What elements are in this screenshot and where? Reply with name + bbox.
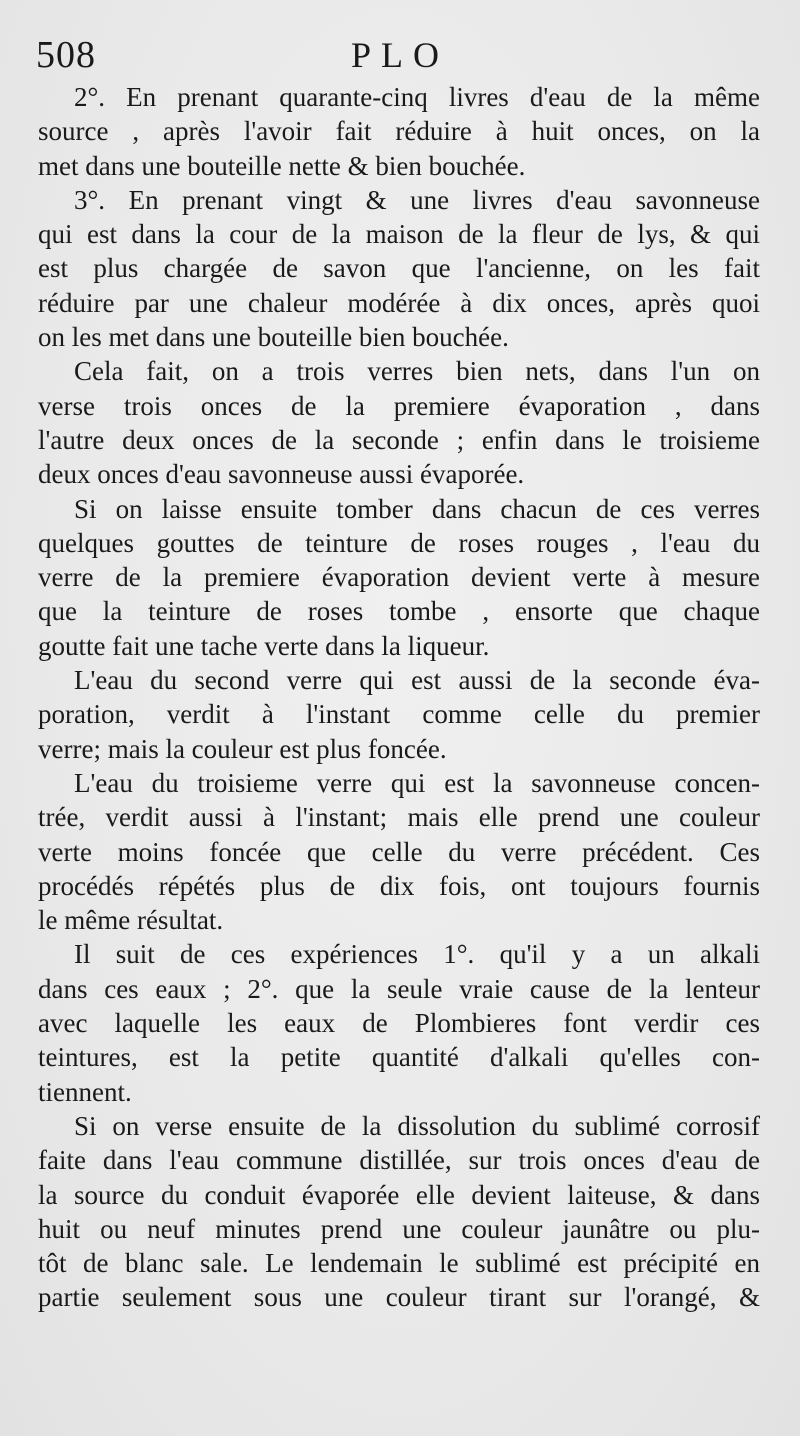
text-line: goutte fait une tache verte dans la liqueur. (38, 630, 490, 661)
text-line: deux onces d'eau savonneuse aussi évaporée. (38, 459, 525, 490)
text-line: verre; mais la couleur est plus foncée. (38, 733, 447, 764)
page-header (36, 30, 764, 80)
text-line: l'autre deux onces de la seconde ; enfin dans le troisieme (38, 424, 760, 455)
text-line: la source du conduit évaporée elle devient laiteuse, & dans (38, 1179, 760, 1210)
text-line: verre de la premiere évaporation devient verte à mesure (38, 562, 760, 593)
text-line: Si on verse ensuite de la dissolution du sublimé corrosif (74, 1110, 760, 1141)
text-line: dans ces eaux ; 2°. que la seule vraie cause de la lenteur (38, 973, 760, 1004)
text-line: procédés répétés plus de dix fois, ont toujours fournis (38, 870, 760, 901)
text-line: on les met dans une bouteille bien bouchée. (38, 322, 509, 353)
text-line: L'eau du second verre qui est aussi de la seconde éva- (74, 665, 760, 696)
text-line: tiennent. (38, 1076, 132, 1107)
text-line: met dans une bouteille nette & bien bouchée. (38, 150, 526, 181)
text-line: Il suit de ces expériences 1°. qu'il y a un alkali (74, 939, 760, 970)
text-line: verse trois onces de la premiere évaporation , dans (38, 390, 760, 421)
text-line: que la teinture de roses tombe , ensorte que chaque (38, 596, 760, 627)
text-line: qui est dans la cour de la maison de la fleur de lys, & qui (38, 219, 760, 250)
text-line: verte moins foncée que celle du verre précédent. Ces (38, 836, 760, 867)
text-line: source , après l'avoir fait réduire à huit onces, on la (38, 116, 760, 147)
text-line: 2°. En prenant quarante-cinq livres d'eau de la même (74, 82, 760, 112)
text-line: est plus chargée de savon que l'ancienne, on les fait (38, 253, 760, 284)
text-line: le même résultat. (38, 905, 224, 936)
text-line: Cela fait, on a trois verres bien nets, dans l'un on (74, 356, 760, 387)
text-line: partie seulement sous une couleur tirant sur l'orangé, & (38, 1282, 760, 1313)
text-line: quelques gouttes de teinture de roses rouges , l'eau du (38, 527, 760, 558)
text-line: poration, verdit à l'instant comme celle du premier (38, 699, 760, 730)
text-line: 3°. En prenant vingt & une livres d'eau savonneuse (74, 184, 760, 215)
text-line: réduire par une chaleur modérée à dix onces, après quoi (38, 287, 760, 318)
text-line: tôt de blanc sale. Le lendemain le sublimé est précipité en (38, 1248, 760, 1279)
text-line: L'eau du troisieme verre qui est la savonneuse concen- (74, 767, 760, 798)
text-line: huit ou neuf minutes prend une couleur jaunâtre ou plu- (38, 1213, 760, 1244)
text-line: avec laquelle les eaux de Plombieres font verdir ces (38, 1008, 760, 1039)
page-number: 508 (36, 34, 96, 76)
text-line: trée, verdit aussi à l'instant; mais elle prend une couleur (38, 802, 760, 833)
running-head: PLO (350, 35, 449, 75)
text-line: Si on laisse ensuite tomber dans chacun de ces verres (74, 493, 760, 524)
text-line: teintures, est la petite quantité d'alkali qu'elles con- (38, 1042, 760, 1073)
body-text (38, 80, 760, 1315)
text-line: faite dans l'eau commune distillée, sur trois onces d'eau de (38, 1145, 760, 1176)
